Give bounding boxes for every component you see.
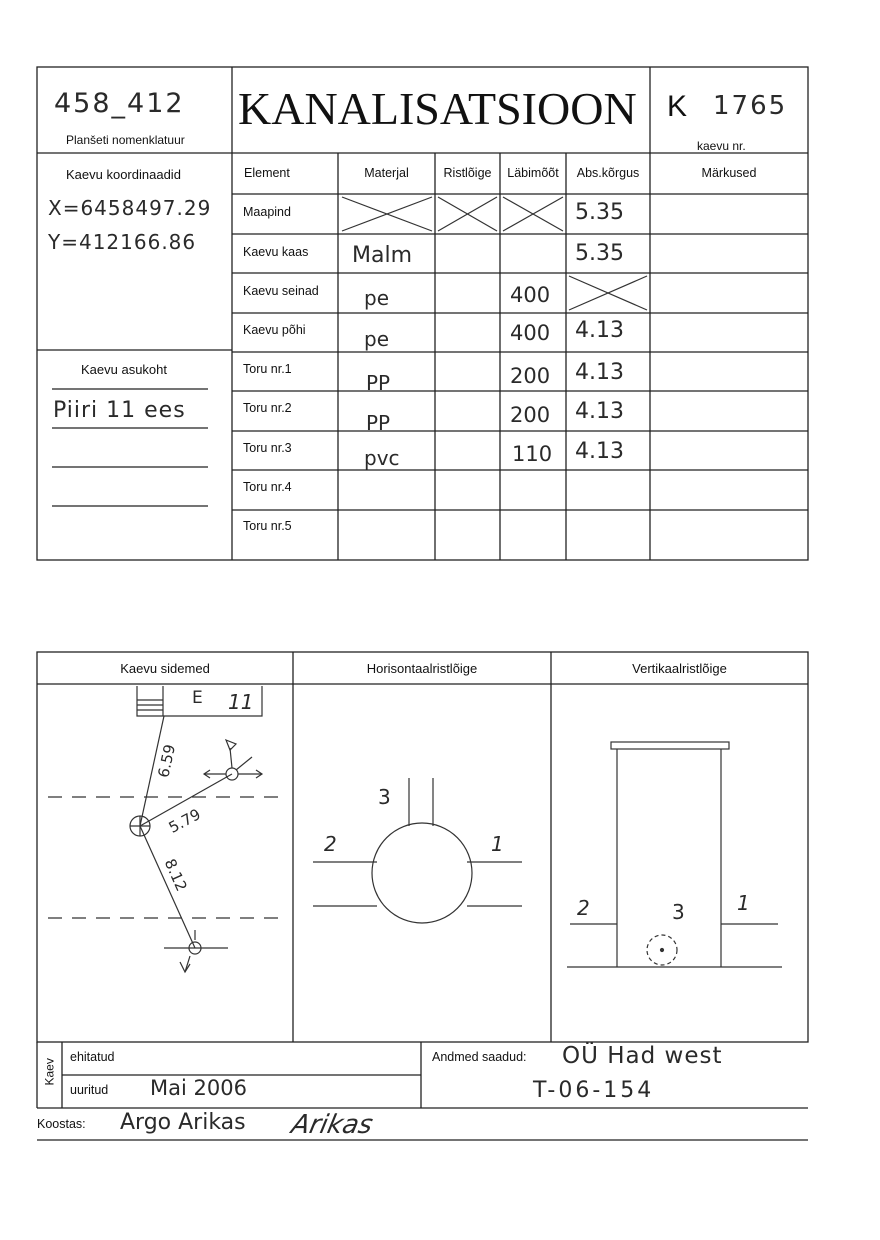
row-element: Toru nr.1 xyxy=(243,362,292,376)
row-material: PP xyxy=(366,411,391,435)
row-element: Kaevu põhi xyxy=(243,323,306,337)
col-header-element: Element xyxy=(244,166,290,180)
row-material: PP xyxy=(366,371,391,395)
signature: Arikas xyxy=(288,1110,376,1140)
vertical-section-sketch xyxy=(567,742,782,967)
distance-hydrant: 5.79 xyxy=(165,805,204,837)
horizontal-pipe-1: 1 xyxy=(491,832,504,856)
horizontal-pipe-2: 2 xyxy=(324,832,337,856)
row-diameter: 400 xyxy=(510,283,551,307)
row-diameter: 200 xyxy=(510,364,551,388)
row-diameter: 200 xyxy=(510,403,551,427)
author-value: Argo Arikas xyxy=(120,1110,246,1135)
building-label: E xyxy=(192,688,203,708)
well-number-label: kaevu nr. xyxy=(697,139,746,153)
col-header-section: Ristlõige xyxy=(443,166,492,180)
nomenclature-label: Planšeti nomenklatuur xyxy=(66,133,185,147)
row-height: 5.35 xyxy=(575,200,624,225)
footer-side-label: Kaev xyxy=(42,1058,57,1086)
page-title: KANALISATSIOON xyxy=(238,83,637,134)
links-sketch xyxy=(48,686,282,972)
row-element: Kaevu seinad xyxy=(243,284,319,298)
surveyed-label: uuritud xyxy=(70,1083,109,1097)
vertical-section-title: Vertikaalristlõige xyxy=(632,661,727,676)
row-height: 4.13 xyxy=(575,439,624,464)
coordinate-y: Y=412166.86 xyxy=(48,230,197,254)
row-element: Maapind xyxy=(243,205,291,219)
vertical-pipe-3: 3 xyxy=(672,900,685,924)
distance-lower: 8.12 xyxy=(160,856,191,894)
row-height: 5.35 xyxy=(575,241,624,266)
location-value: Piiri 11 ees xyxy=(53,398,186,423)
well-prefix: K xyxy=(667,90,688,123)
row-element: Toru nr.3 xyxy=(243,441,292,455)
nomenclature-value: 458_412 xyxy=(54,88,185,119)
row-height: 4.13 xyxy=(575,399,624,424)
location-label: Kaevu asukoht xyxy=(81,362,168,377)
col-header-material: Materjal xyxy=(364,166,409,180)
row-height: 4.13 xyxy=(575,318,624,343)
links-title: Kaevu sidemed xyxy=(120,661,210,676)
row-element: Toru nr.2 xyxy=(243,401,292,415)
vertical-pipe-1: 1 xyxy=(737,891,750,915)
coordinates-label: Kaevu koordinaadid xyxy=(66,167,181,182)
surveyed-value: Mai 2006 xyxy=(150,1076,247,1100)
well-number: 1765 xyxy=(713,91,788,121)
row-diameter: 110 xyxy=(512,442,553,466)
data-source-label: Andmed saadud: xyxy=(432,1050,527,1064)
row-material: pe xyxy=(364,327,389,351)
data-source-value: OÜ Had west xyxy=(562,1043,723,1069)
row-element: Toru nr.4 xyxy=(243,480,292,494)
row-element: Kaevu kaas xyxy=(243,245,309,259)
vertical-pipe-2: 2 xyxy=(577,896,590,920)
row-element: Toru nr.5 xyxy=(243,519,292,533)
row-material: Malm xyxy=(352,243,413,268)
building-number: 11 xyxy=(228,690,254,714)
author-label: Koostas: xyxy=(37,1117,86,1131)
coordinate-x: X=6458497.29 xyxy=(48,196,212,220)
horizontal-section-title: Horisontaalristlõige xyxy=(366,661,478,676)
data-source-code: T-06-154 xyxy=(533,1078,655,1103)
col-header-notes: Märkused xyxy=(701,166,757,180)
row-material: pe xyxy=(364,286,389,310)
horizontal-pipe-3: 3 xyxy=(378,785,391,809)
col-header-diameter: Läbimõõt xyxy=(507,166,559,180)
built-label: ehitatud xyxy=(70,1050,115,1064)
col-header-height: Abs.kõrgus xyxy=(576,166,640,180)
row-material: pvc xyxy=(364,446,400,470)
distance-building: 6.59 xyxy=(154,742,179,780)
row-diameter: 400 xyxy=(510,321,551,345)
row-height: 4.13 xyxy=(575,360,624,385)
